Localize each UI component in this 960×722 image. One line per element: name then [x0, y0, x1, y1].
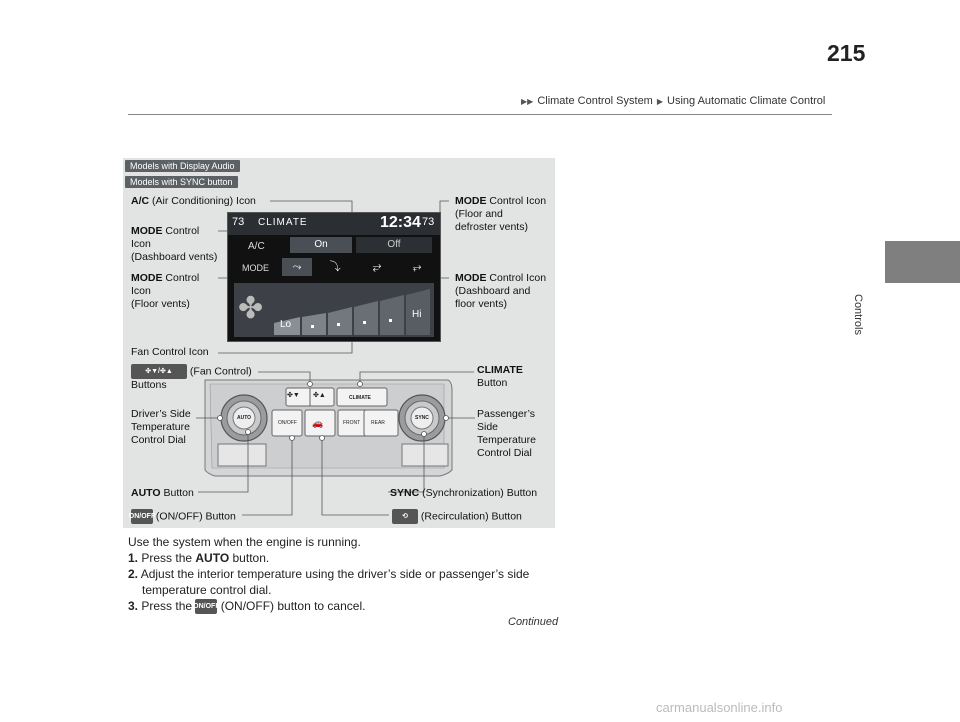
- ac-label: A/C: [248, 241, 265, 252]
- ac-on-button[interactable]: On: [290, 237, 352, 253]
- step-3: 3. Press the ON/OFF (ON/OFF) button to cancel.: [128, 599, 366, 613]
- label-driver-dial: Driver’s Side Temperature Control Dial: [131, 408, 191, 446]
- fan-lo-label: Lo: [280, 319, 292, 330]
- label-sync-button: SYNC (Synchronization) Button: [390, 487, 538, 499]
- mode-floor-defrost-icon[interactable]: ⥅: [412, 261, 422, 273]
- mode-label: MODE: [242, 263, 269, 273]
- intro-text: Use the system when the engine is running.: [128, 535, 361, 549]
- climate-display: [227, 212, 441, 342]
- label-fan-buttons: ✤▼/✤▲ (Fan Control) Buttons: [131, 365, 252, 391]
- temp-right: 73: [422, 216, 435, 228]
- climate-title: CLIMATE: [258, 217, 308, 228]
- label-mode-floor-defrost: MODE Control Icon (Floor and defroster vents): [455, 195, 547, 233]
- page-number: 215: [827, 40, 866, 66]
- label-fan-icon: Fan Control Icon: [131, 346, 209, 358]
- label-ac-icon: A/C (Air Conditioning) Icon: [131, 195, 256, 207]
- label-auto-button: AUTO Button: [131, 487, 194, 499]
- front-defrost-button[interactable]: FRONT: [343, 420, 361, 426]
- on-off-panel-button[interactable]: ON/OFF: [278, 420, 297, 426]
- auto-panel-button[interactable]: AUTO: [237, 415, 252, 421]
- on-off-icon: ON/OFF: [131, 509, 153, 524]
- fan-down-button[interactable]: ✤▼: [287, 392, 300, 399]
- step-2: 2. Adjust the interior temperature using the driver’s side or passenger’s side: [128, 567, 530, 581]
- section-tab-label: Controls: [852, 294, 864, 335]
- fan-up-button[interactable]: ✤▲: [313, 392, 326, 399]
- sync-panel-button[interactable]: SYNC: [415, 415, 429, 421]
- on-off-icon: ON/OFF: [195, 599, 217, 614]
- label-recirc-button: ⟲ (Recirculation) Button: [392, 509, 522, 524]
- step-1: 1. Press the AUTO button.: [128, 551, 270, 565]
- mode-dashboard-icon[interactable]: ⤳: [282, 258, 312, 276]
- label-on-off-button: ON/OFF (ON/OFF) Button: [128, 510, 236, 523]
- badge-sync-button: Models with SYNC button: [125, 176, 238, 188]
- ac-off-button[interactable]: Off: [356, 237, 432, 253]
- temp-left: 73: [232, 216, 245, 228]
- label-mode-dash-floor: MODE Control Icon (Dashboard and floor vents): [455, 272, 547, 310]
- label-climate-button: CLIMATE Button: [477, 364, 523, 389]
- mode-floor-icon[interactable]: ⤵: [329, 261, 341, 273]
- continued-label: Continued: [508, 616, 559, 628]
- fan-control-buttons-icon: ✤▼/✤▲: [131, 364, 187, 379]
- label-mode-floor: MODE Control Icon (Floor vents): [131, 272, 200, 310]
- badge-display-audio: Models with Display Audio: [125, 160, 240, 172]
- label-passenger-dial: Passenger’s Side Temperature Control Dial: [477, 408, 536, 459]
- recirculation-icon: ⟲: [392, 509, 418, 524]
- watermark: carmanualsonline.info: [656, 700, 783, 715]
- breadcrumb-arrow-icon: ▶▶: [521, 96, 534, 106]
- rear-defrost-button[interactable]: REAR: [371, 420, 385, 426]
- fan-icon: ✤: [238, 292, 264, 325]
- mode-dash-floor-icon[interactable]: ⥂: [372, 261, 382, 273]
- step-2-cont: temperature control dial.: [142, 583, 272, 597]
- fan-hi-label: Hi: [412, 309, 422, 320]
- fan-bars[interactable]: [274, 289, 434, 337]
- breadcrumb-item-1[interactable]: Climate Control System: [537, 95, 653, 107]
- breadcrumb-arrow-icon: ▶: [656, 96, 664, 106]
- breadcrumb-item-2[interactable]: Using Automatic Climate Control: [667, 95, 826, 107]
- climate-panel-button[interactable]: CLIMATE: [349, 395, 371, 401]
- recirc-panel-button[interactable]: 🚗: [312, 418, 324, 428]
- clock: 12:34: [380, 214, 421, 231]
- label-mode-dashboard: MODE Control Icon (Dashboard vents): [131, 225, 218, 263]
